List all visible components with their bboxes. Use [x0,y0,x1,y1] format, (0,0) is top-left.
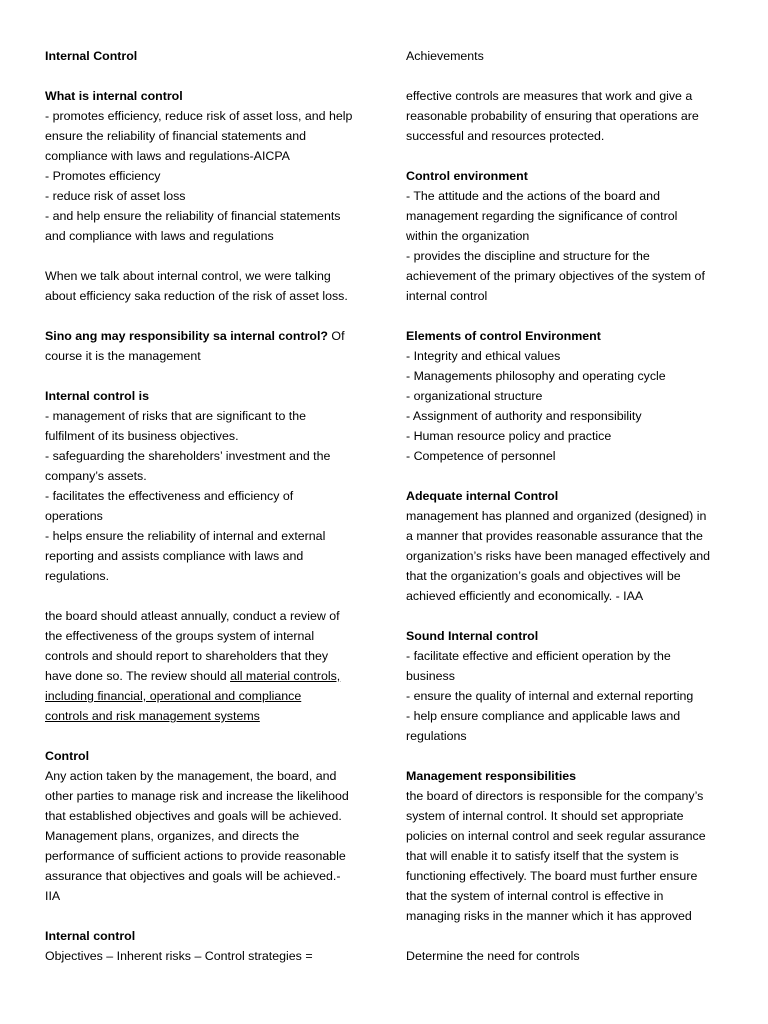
section-effective-controls [406,86,726,146]
section-management-responsibilities [406,766,726,926]
section-internal-control-is [45,386,365,586]
page-title: Internal Control [45,49,138,63]
section-internal-control-formula [45,926,365,966]
list-item: - Managements philosophy and operating cycle [406,369,666,383]
text-line: regulations [406,729,467,743]
text-line: Any action taken by the management, the board, and [45,769,337,783]
text-line: assurance that objectives and goals will be achieved.- [45,869,341,883]
right-column [406,46,726,986]
text-line: internal control [406,289,488,303]
text-line: the board of directors is responsible for the company’s [406,789,704,803]
heading-control-environment: Control environment [406,169,528,183]
left-column [45,46,365,986]
text-line: - ensure the quality of internal and external reporting [406,689,694,703]
text-line: controls and should report to shareholders that they [45,649,329,663]
heading-achievements: Achievements [406,49,484,63]
text-line [45,326,365,346]
text-line: - facilitates the effectiveness and efficiency of [45,489,294,503]
text-line: company’s assets. [45,469,147,483]
section-determine [406,946,726,966]
text-line: - safeguarding the shareholders’ investment and the [45,449,331,463]
heading-internal-control-is: Internal control is [45,389,149,403]
text-line: When we talk about internal control, we were talking [45,269,331,283]
text-line: - help ensure compliance and applicable laws and [406,709,681,723]
text-line: management regarding the significance of control [406,209,678,223]
text-line: a manner that provides reasonable assurance that the [406,529,703,543]
text-line: Objectives – Inherent risks – Control strategies = [45,949,313,963]
text-line: - promotes efficiency, reduce risk of asset loss, and help [45,109,353,123]
text-line: about efficiency saka reduction of the risk of asset loss. [45,289,348,303]
underlined-text: controls and risk management systems [45,709,260,723]
section-responsibility-question [45,326,365,366]
text-line: Management plans, organizes, and directs the [45,829,300,843]
board-text: the board should atleast annually [45,609,226,623]
board-text: have done so. The review should [45,669,231,683]
text-line: compliance with laws and regulations-AICPA [45,149,290,163]
text-line: policies on internal control and seek regular assurance [406,829,706,843]
heading-what-is: What is internal control [45,89,183,103]
text-line: successful and resources protected. [406,129,605,143]
text-line: operations [45,509,103,523]
section-internal-control [45,46,365,66]
text-line: effective controls are measures that work and give a [406,89,693,103]
section-control [45,746,365,906]
text-line: ensure the reliability of financial statements and [45,129,307,143]
list-item: - Assignment of authority and responsibility [406,409,642,423]
list-item: - Human resource policy and practice [406,429,612,443]
list-item: - organizational structure [406,389,543,403]
section-control-environment [406,166,726,306]
text-line [45,606,365,626]
section-elements [406,326,726,466]
text-line: system of internal control. It should set appropriate [406,809,684,823]
text-line: performance of sufficient actions to provide reasonable [45,849,346,863]
text-line: functioning effectively. The board must further ensure [406,869,698,883]
underlined-text: all material controls, [230,669,341,683]
list-item: - Competence of personnel [406,449,556,463]
answer-start: Of [327,329,345,343]
text-line: management has planned and organized (designed) in [406,509,707,523]
heading-control: Control [45,749,90,763]
text-line: the effectiveness of the groups system of internal [45,629,315,643]
text-line: - Promotes efficiency [45,169,161,183]
text-line: - reduce risk of asset loss [45,189,186,203]
text-line: reporting and assists compliance with laws and [45,549,304,563]
text-line: that the system of internal control is effective in [406,889,664,903]
section-adequate [406,486,726,606]
list-item: - Integrity and ethical values [406,349,561,363]
text-line: and compliance with laws and regulations [45,229,274,243]
section-when-we-talk [45,266,365,306]
text-line: that established objectives and goals will be achieved. [45,809,342,823]
heading-management-responsibilities: Management responsibilities [406,769,577,783]
text-line: that the organization’s goals and objectives will be [406,569,681,583]
text-line: other parties to manage risk and increase the likelihood [45,789,349,803]
text-line [45,666,365,686]
text-line: business [406,669,455,683]
text-line: course it is the management [45,349,201,363]
section-what-is [45,86,365,246]
text-line: fulfilment of its business objectives. [45,429,239,443]
heading-sound: Sound Internal control [406,629,539,643]
section-sound [406,626,726,746]
text-line: Determine the need for controls [406,949,580,963]
text-line: IIA [45,889,61,903]
heading-internal-control: Internal control [45,929,136,943]
text-line: within the organization [406,229,530,243]
text-line: organization’s risks have been managed effectively and [406,549,710,563]
section-achievements [406,46,726,66]
question-text: Sino ang may responsibility sa internal control? [45,329,328,343]
text-line: - provides the discipline and structure for the [406,249,650,263]
heading-adequate: Adequate internal Control [406,489,559,503]
text-line: - facilitate effective and efficient operation by the [406,649,671,663]
text-line: - The attitude and the actions of the board and [406,189,660,203]
text-line: - and help ensure the reliability of financial statements [45,209,341,223]
text-line: - helps ensure the reliability of internal and external [45,529,326,543]
text-line: regulations. [45,569,110,583]
underlined-text: including financial, operational and compliance [45,689,302,703]
text-line: that will enable it to satisfy itself that the system is [406,849,679,863]
board-text-cont: , conduct a review of [225,609,340,623]
heading-elements: Elements of control Environment [406,329,601,343]
section-board-review [45,606,365,726]
text-line: managing risks in the manner which it has approved [406,909,692,923]
text-line: achievement of the primary objectives of the system of [406,269,705,283]
text-line: achieved efficiently and economically. - IAA [406,589,644,603]
text-line: - management of risks that are significant to the [45,409,307,423]
text-line: reasonable probability of ensuring that operations are [406,109,699,123]
